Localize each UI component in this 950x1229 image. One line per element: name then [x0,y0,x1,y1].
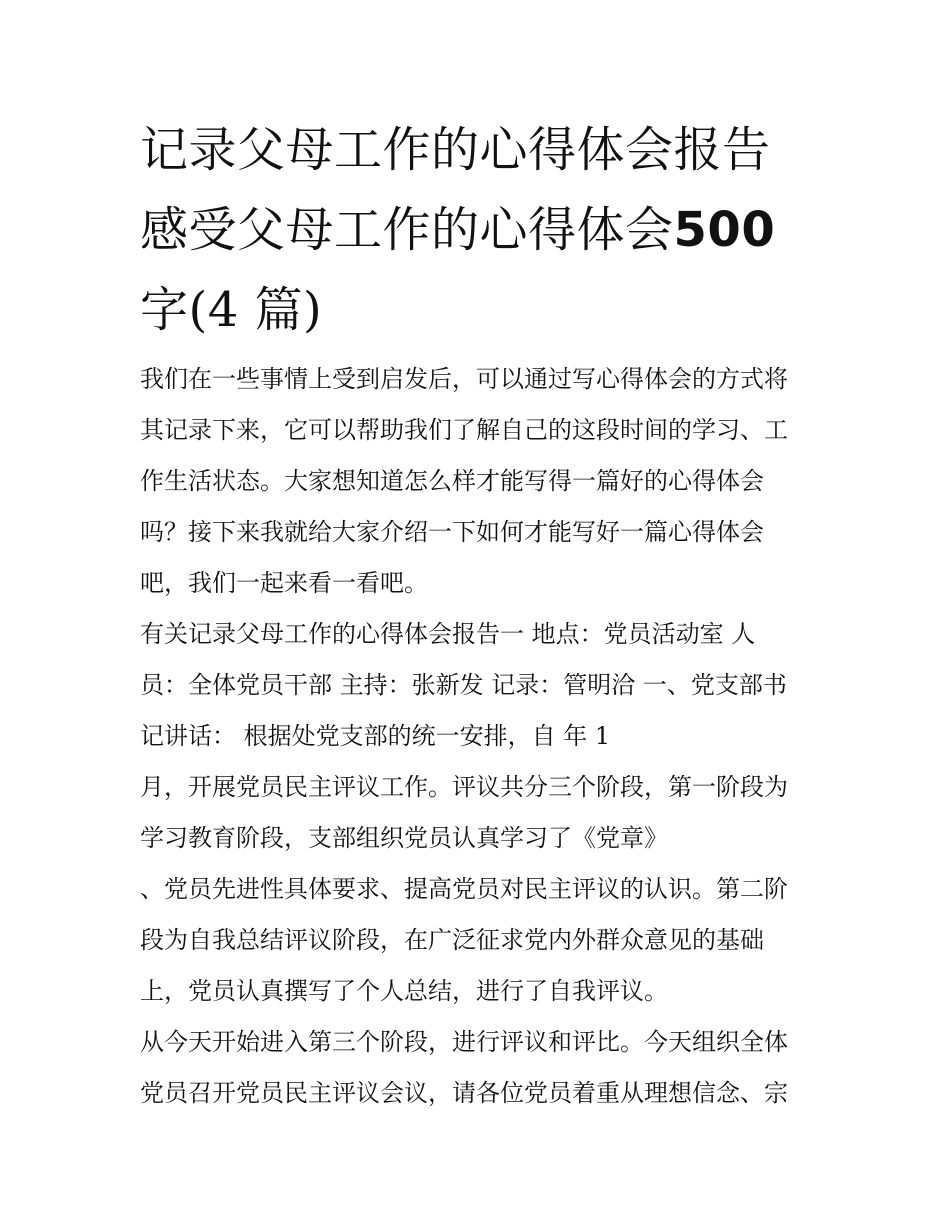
body-line: 我们在一些事情上受到启发后，可以通过写心得体会的方式将 [140,365,788,393]
title-line-1: 记录父母工作的心得体会报告 [140,122,771,178]
body-line: 党员召开党员民主评议会议，请各位党员着重从理想信念、宗 [140,1079,788,1107]
body-line: 吗？接下来我就给大家介绍一下如何才能写好一篇心得体会 [140,518,764,546]
body-line: 从今天开始进入第三个阶段，进行评议和评比。今天组织全体 [140,1028,788,1056]
title-line-2-text: 感受父母工作的心得体会 [140,202,674,258]
body-line: 学习教育阶段，支部组织党员认真学习了《党章》 [140,824,668,852]
body-line: 月，开展党员民主评议工作。评议共分三个阶段，第一阶段为 [140,773,788,801]
body-line: 、党员先进性具体要求、提高党员对民主评议的认识。第二阶 [140,875,788,903]
body-line: 员：全体党员干部 主持：张新发 记录：管明洽 一、党支部书 [140,671,787,699]
title-line-3: 字(4 篇) [140,282,323,338]
body-line: 吧，我们一起来看一看吧。 [140,569,428,597]
body-line: 段为自我总结评议阶段，在广泛征求党内外群众意见的基础 [140,926,764,954]
title-number: 500 [673,202,776,258]
document-title [140,110,820,350]
title-line-2 [140,190,820,270]
body-text [140,354,830,1119]
body-line: 有关记录父母工作的心得体会报告一 地点：党员活动室 人 [140,620,756,648]
body-line: 其记录下来，它可以帮助我们了解自己的这段时间的学习、工 [140,416,788,444]
body-line: 上，党员认真撰写了个人总结，进行了自我评议。 [140,977,668,1005]
body-line: 记讲话： 根据处党支部的统一安排，自 年 1 [140,722,611,750]
body-line: 作生活状态。大家想知道怎么样才能写得一篇好的心得体会 [140,467,764,495]
